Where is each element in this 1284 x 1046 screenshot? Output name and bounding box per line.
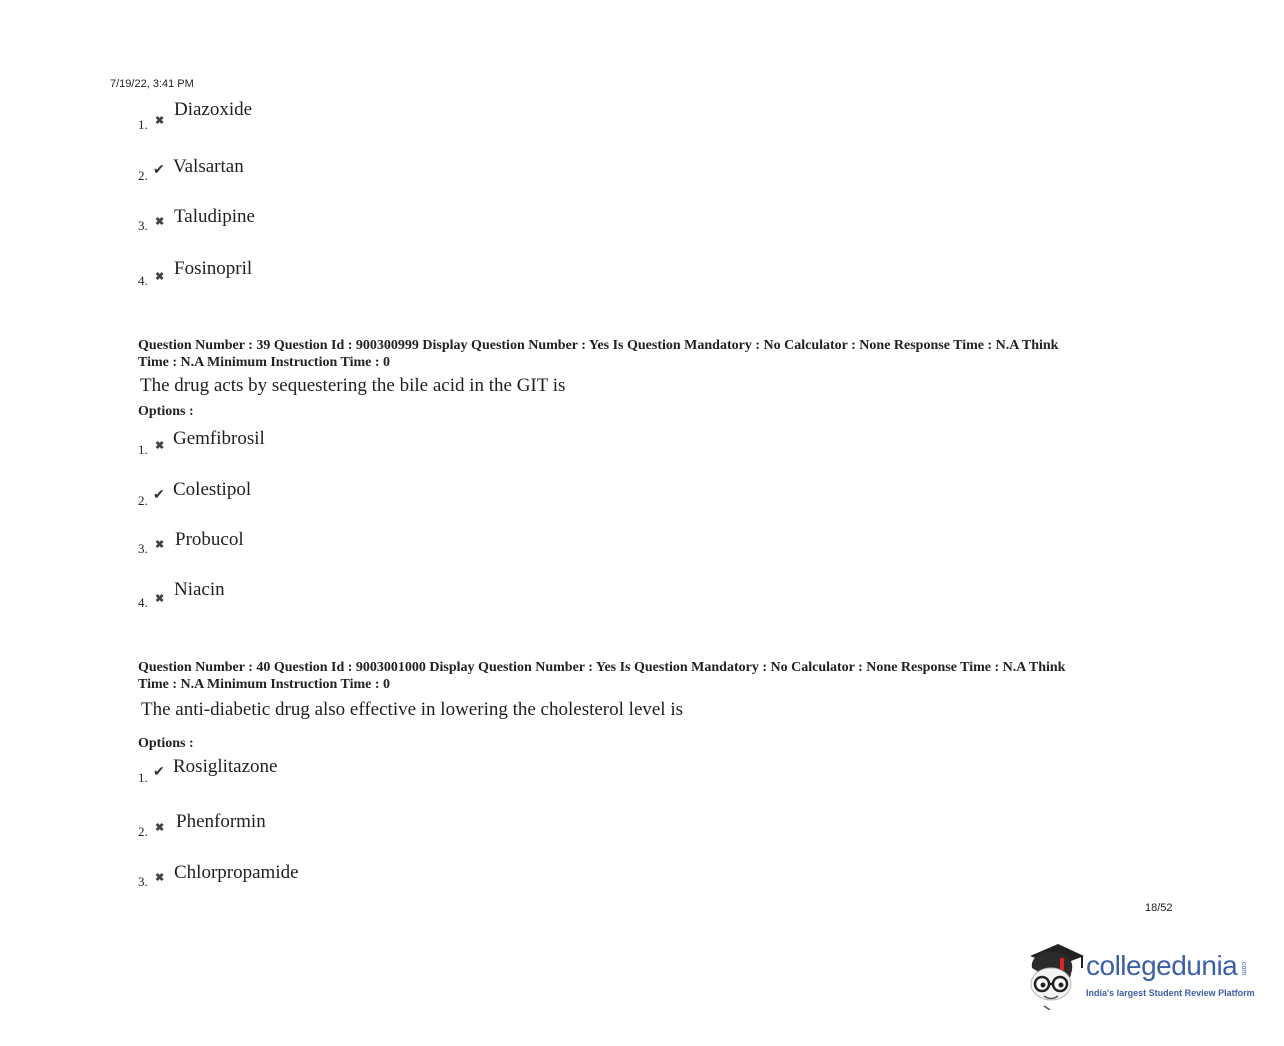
option-number: 1. (138, 442, 148, 457)
page-number: 18/52 (1145, 902, 1173, 914)
question-meta (138, 337, 1158, 371)
cross-icon: ✖ (155, 872, 165, 884)
option-text: Chlorpropamide (174, 862, 299, 883)
question-meta-line1: Question Number : 40 Question Id : 9003001000 Display Question Number : Yes Is Question Mandatory : No Calculator : None Response Time : N.A Think (138, 660, 1066, 675)
question-text: The drug acts by sequestering the bile acid in the GIT is (140, 375, 566, 396)
option-number: 2. (138, 824, 148, 839)
options-label: Options : (138, 404, 194, 419)
option-text: Phenformin (176, 811, 266, 832)
logo-suffix: .com (1240, 960, 1247, 976)
cross-icon: ✖ (155, 822, 165, 834)
print-timestamp: 7/19/22, 3:41 PM (110, 78, 194, 90)
check-icon: ✔ (153, 765, 165, 780)
cross-icon: ✖ (155, 440, 165, 452)
option-text: Fosinopril (174, 258, 253, 279)
option-number: 2. (138, 493, 148, 508)
option-text: Taludipine (174, 206, 255, 227)
option-text: Colestipol (173, 479, 252, 500)
question-meta-line2: Time : N.A Minimum Instruction Time : 0 (138, 355, 391, 370)
option-number: 3. (138, 218, 148, 233)
option-number: 3. (138, 541, 148, 556)
question-meta-line1: Question Number : 39 Question Id : 900300999 Display Question Number : Yes Is Question Mandatory : No Calculator : None Response Time : N.A Think (138, 338, 1059, 353)
logo-wordmark: collegedunia (1086, 950, 1238, 981)
question-meta-line2: Time : N.A Minimum Instruction Time : 0 (138, 677, 391, 692)
option-text: Diazoxide (174, 99, 253, 120)
cross-icon: ✖ (155, 216, 165, 228)
cross-icon: ✖ (155, 271, 165, 283)
option-text: Valsartan (173, 156, 244, 177)
cross-icon: ✖ (155, 539, 165, 551)
options-label: Options : (138, 736, 194, 751)
cross-icon: ✖ (155, 593, 165, 605)
mascot-icon (1024, 938, 1086, 1010)
option-number: 3. (138, 874, 148, 889)
cross-icon: ✖ (155, 115, 165, 127)
option-number: 1. (138, 117, 148, 132)
option-number: 4. (138, 273, 148, 288)
check-icon: ✔ (153, 488, 165, 503)
option-text: Niacin (174, 579, 225, 600)
option-number: 1. (138, 770, 148, 785)
option-text: Probucol (175, 529, 244, 550)
option-number: 4. (138, 595, 148, 610)
question-meta (138, 659, 1158, 693)
option-number: 2. (138, 168, 148, 183)
question-text: The anti-diabetic drug also effective in lowering the cholesterol level is (141, 699, 684, 720)
option-text: Gemfibrosil (173, 428, 265, 449)
option-text: Rosiglitazone (173, 756, 278, 777)
check-icon: ✔ (153, 163, 165, 178)
logo-tagline: India's largest Student Review Platform (1086, 988, 1255, 998)
